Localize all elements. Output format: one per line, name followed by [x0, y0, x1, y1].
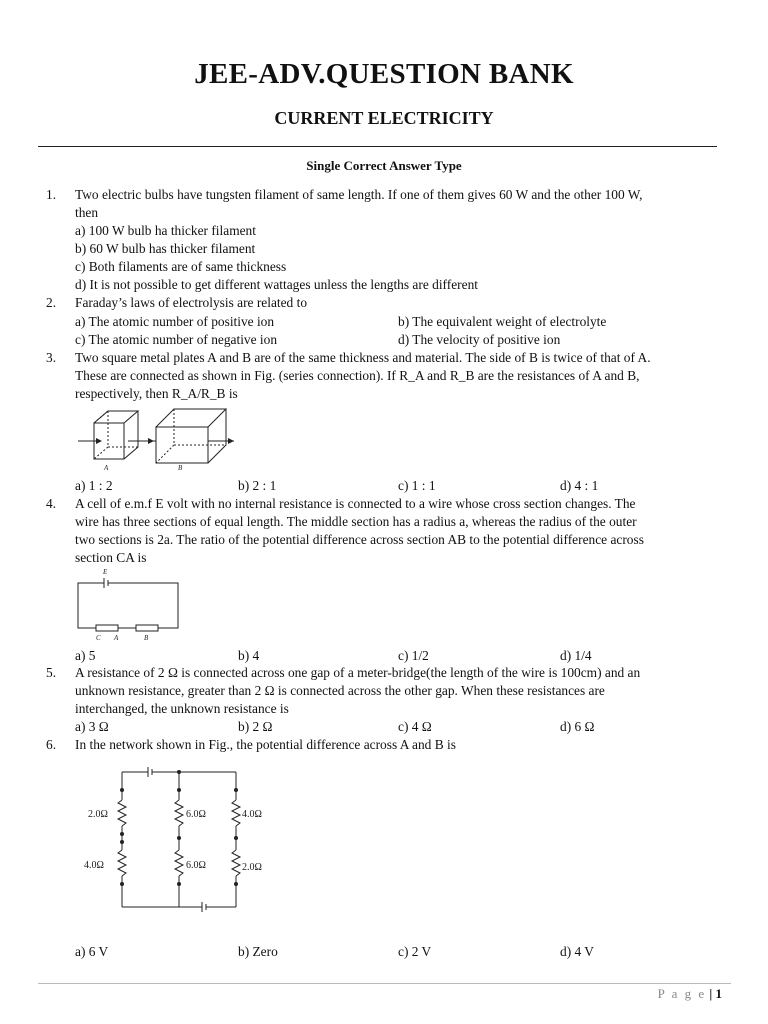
fig-label-c: C [96, 634, 101, 642]
resistor-label: 4.0Ω [84, 860, 104, 871]
resistor-label: 6.0Ω [186, 860, 206, 871]
option: c) Both filaments are of same thickness [75, 259, 287, 274]
option: b) 60 W bulb has thicker filament [75, 241, 256, 256]
option: b) Zero [238, 944, 278, 959]
fig-label-a: A [114, 634, 119, 642]
section-heading: Single Correct Answer Type [306, 158, 462, 173]
option: d) 4 V [560, 944, 594, 959]
question-text: unknown resistance, greater than 2 Ω is connected across the other gap. When these resistances are [75, 683, 605, 698]
option: b) 2 Ω [238, 719, 273, 734]
page-footer [658, 986, 722, 1002]
question-text: Two electric bulbs have tungsten filament of same length. If one of them gives 60 W and the other 100 W, [75, 187, 643, 202]
option: a) The atomic number of positive ion [75, 314, 275, 329]
question-text: A cell of e.m.f E volt with no internal resistance is connected to a wire whose cross section changes. The [75, 496, 636, 511]
question-text: In the network shown in Fig., the potential difference across A and B is [75, 737, 456, 752]
question-number: 3. [46, 350, 57, 365]
network-figure [80, 762, 280, 916]
page-title: JEE-ADV.QUESTION BANK [194, 58, 574, 90]
fig-label-e: E [103, 568, 108, 576]
option: a) 1 : 2 [75, 478, 113, 493]
option: c) 4 Ω [398, 719, 432, 734]
resistor-label: 6.0Ω [186, 809, 206, 820]
page-word: P a g e [657, 986, 707, 1001]
option: a) 6 V [75, 944, 109, 959]
fig-label-a: A [104, 464, 109, 472]
question-number: 6. [46, 737, 57, 752]
option: b) 4 [238, 648, 260, 663]
question-text: then [75, 205, 99, 220]
resistor-label: 4.0Ω [242, 809, 262, 820]
cell-wire-figure [74, 566, 184, 644]
question-text: wire has three sections of equal length. The middle section has a radius a, whereas the radius of the outer [75, 514, 637, 529]
option: c) The atomic number of negative ion [75, 332, 278, 347]
option: d) 1/4 [560, 648, 592, 663]
footer-divider [38, 983, 731, 984]
option: d) The velocity of positive ion [398, 332, 561, 347]
question-number: 4. [46, 496, 57, 511]
option: c) 1/2 [398, 648, 429, 663]
option: b) 2 : 1 [238, 478, 277, 493]
question-number: 1. [46, 187, 57, 202]
option: d) 4 : 1 [560, 478, 599, 493]
question-number: 2. [46, 295, 57, 310]
option: c) 1 : 1 [398, 478, 436, 493]
chapter-title: CURRENT ELECTRICITY [274, 108, 494, 128]
question-text: section CA is [75, 550, 147, 565]
option: a) 3 Ω [75, 719, 109, 734]
header-divider [38, 146, 717, 147]
question-text: These are connected as shown in Fig. (series connection). If R_A and R_B are the resistances of A and B, [75, 368, 640, 383]
option: a) 100 W bulb ha thicker filament [75, 223, 256, 238]
question-text: A resistance of 2 Ω is connected across one gap of a meter-bridge(the length of the wire is 100cm) and an [75, 665, 641, 680]
resistor-label: 2.0Ω [88, 809, 108, 820]
option: a) 5 [75, 648, 96, 663]
question-number: 5. [46, 665, 57, 680]
question-text: two sections is 2a. The ratio of the potential difference across section AB to the potential difference across [75, 532, 644, 547]
question-text: respectively, then R_A/R_B is [75, 386, 238, 401]
page-number: 1 [715, 986, 722, 1001]
page-separator: | [709, 986, 713, 1001]
option: c) 2 V [398, 944, 432, 959]
fig-label-b: B [178, 464, 183, 472]
question-text: Faraday’s laws of electrolysis are related to [75, 295, 308, 310]
fig-label-b: B [144, 634, 149, 642]
question-text: Two square metal plates A and B are of the same thickness and material. The side of B is twice of that of A. [75, 350, 651, 365]
question-text: interchanged, the unknown resistance is [75, 701, 289, 716]
plates-figure [78, 403, 238, 475]
option: d) It is not possible to get different wattages unless the lengths are different [75, 277, 478, 292]
option: b) The equivalent weight of electrolyte [398, 314, 607, 329]
resistor-label: 2.0Ω [242, 862, 262, 873]
option: d) 6 Ω [560, 719, 595, 734]
